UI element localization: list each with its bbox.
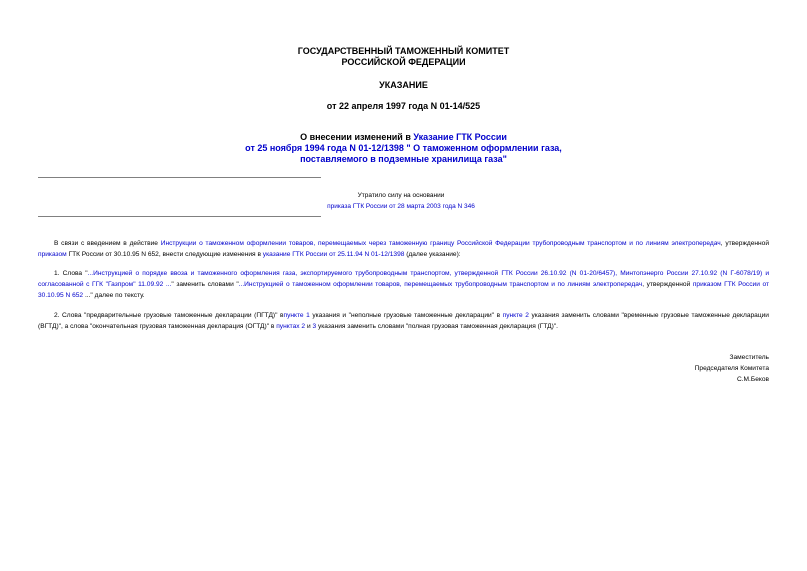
repeal-note: Утратило силу на основании xyxy=(357,192,445,199)
points-2-link[interactable]: пунктах 2 xyxy=(276,323,306,330)
divider-top xyxy=(38,177,321,178)
title-line-1 xyxy=(0,132,807,143)
para2-text-1: 1. Слова " xyxy=(54,270,88,277)
para1-text-4: (далее указание): xyxy=(404,251,461,258)
issuer-line-1: ГОСУДАРСТВЕННЫЙ ТАМОЖЕННЫЙ КОМИТЕТ xyxy=(297,46,510,56)
point-2-link[interactable]: пункте 2 xyxy=(502,312,529,319)
title-link-1[interactable]: Указание ГТК России xyxy=(413,132,507,142)
title-text: О внесении изменений в xyxy=(300,132,414,142)
signature-title: Председателя Комитета xyxy=(694,365,769,372)
paragraph-item-1 xyxy=(38,268,769,301)
para3-text-3: указания заменить словами "временные грузовые таможенные декларации (ВГТД)", а слова "окончательная грузовая таможенная декларация (ОГТД)" в xyxy=(38,312,769,330)
para3-text-5: указания заменить словами "полная грузовая таможенная декларация (ГТД)". xyxy=(316,323,559,330)
document-date: от 22 апреля 1997 года N 01-14/525 xyxy=(326,101,481,111)
para2-text-2: " заменить словами " xyxy=(171,281,239,288)
para3-text-2: указания и "неполные грузовые таможенные декларации" в xyxy=(309,312,503,319)
point-1-link[interactable]: пункте 1 xyxy=(283,312,310,319)
para1-text-1: В связи с введением в действие xyxy=(54,240,161,247)
paragraph-item-2 xyxy=(38,310,769,332)
old-instruction-link[interactable]: ...Инструкцией о порядке ввоза и таможенного оформления газа, экспортируемого трубопроводным транспортом, утвержденной ГТК России 26.10.92 (N 01-20/6457), Минтопэнерго России 27.10.92 (N Г-6078/19) и согласованной с ГГК "Газпром" 11.09.92 ... xyxy=(38,270,770,288)
para2-text-3: , утвержденной xyxy=(642,281,693,288)
para1-text-3: ГТК России от 30.10.95 N 652, внести следующие изменения в xyxy=(66,251,263,258)
para3-text-4: и xyxy=(305,323,313,330)
divider-bottom xyxy=(38,216,321,217)
signature-name: С.М.Беков xyxy=(736,376,769,383)
title-link-3[interactable]: поставляемого в подземные хранилища газа" xyxy=(300,154,507,164)
title-line-3 xyxy=(0,154,807,165)
repeal-link-line xyxy=(290,201,512,212)
instruction-link[interactable]: Инструкции о таможенном оформлении товаров, перемещаемых через таможенную границу Российской Федерации трубопроводным транспортом и по линиям электропередач xyxy=(160,240,721,247)
point-3-link[interactable]: 3 xyxy=(312,323,317,330)
para1-text-2: , утвержденной xyxy=(720,240,769,247)
issuer-line-2: РОССИЙСКОЙ ФЕДЕРАЦИИ xyxy=(341,57,466,67)
para3-text-1: 2. Слова "предварительные грузовые таможенные декларации (ПГТД)" в xyxy=(54,312,284,319)
paragraph-intro xyxy=(38,238,769,260)
document-type: УКАЗАНИЕ xyxy=(379,80,428,90)
order-652-link[interactable]: приказом ГТК России от 30.10.95 N 652 xyxy=(38,281,769,299)
para2-text-4: ..." далее по тексту. xyxy=(83,292,145,299)
new-instruction-link[interactable]: ...Инструкцией о таможенном оформлении товаров, перемещаемых трубопроводным транспортом и по линиям электропередач xyxy=(238,281,643,288)
directive-link[interactable]: указание ГТК России от 25.11.94 N 01-12/1398 xyxy=(262,251,405,258)
title-link-2[interactable]: от 25 ноября 1994 года N 01-12/1398 " О таможенном оформлении газа, xyxy=(245,143,562,153)
title-line-2 xyxy=(0,143,807,154)
signature-position: Заместитель xyxy=(729,354,769,361)
repeal-order-link[interactable]: приказа ГТК России от 28 марта 2003 года N 346 xyxy=(327,203,475,210)
order-link[interactable]: приказом xyxy=(38,251,67,258)
